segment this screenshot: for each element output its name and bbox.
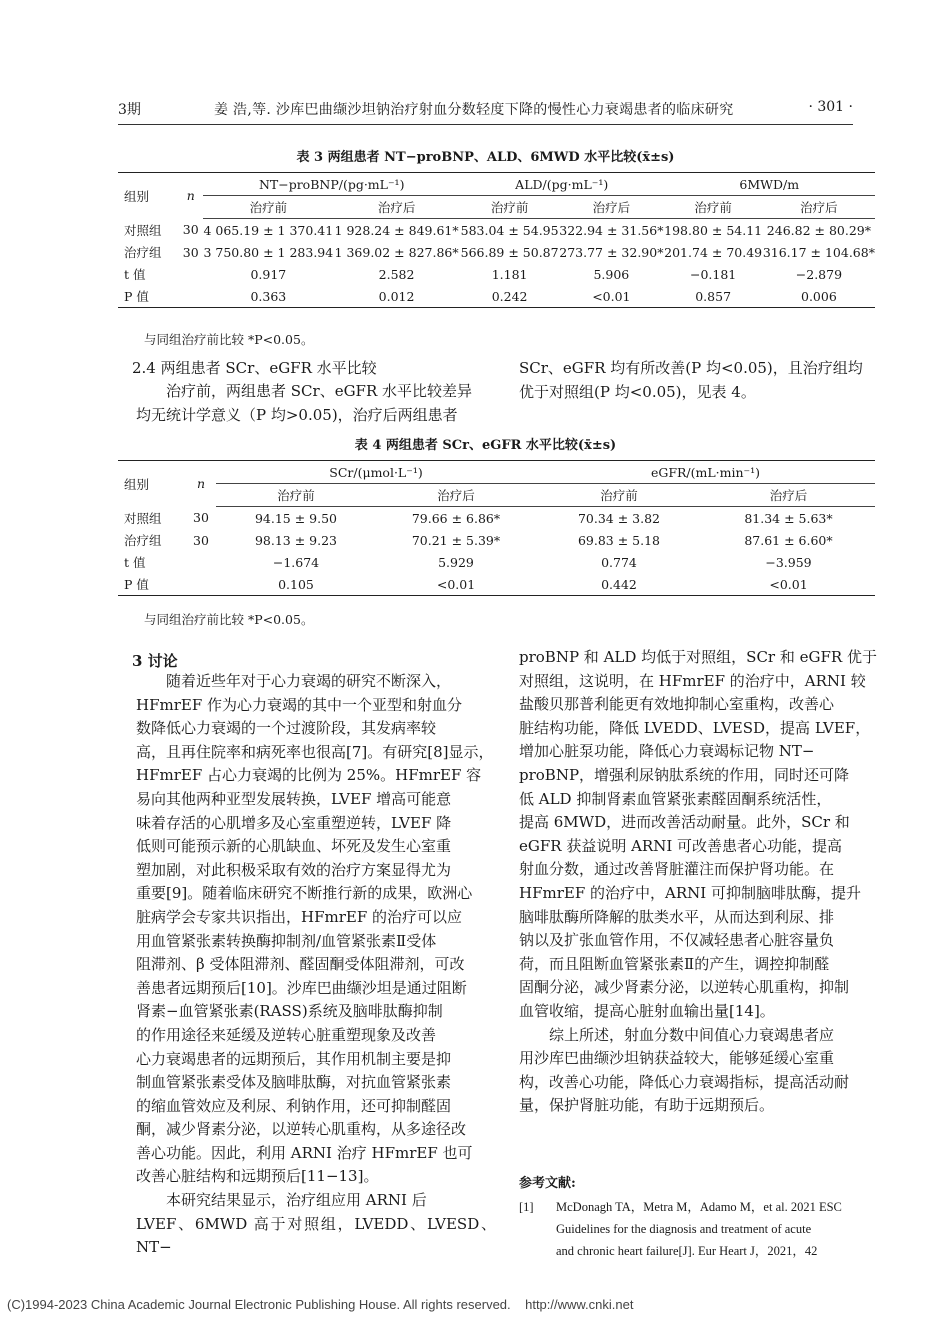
row-label: 治疗组 xyxy=(124,533,162,548)
table3-sub-after: 治疗后 xyxy=(333,196,460,219)
text-line: 均无统计学意义（P 均>0.05)，治疗后两组患者 xyxy=(136,405,458,424)
table-cell: 322.94 ± 31.56* xyxy=(559,222,664,238)
text-line: 随着近些年对于心力衰竭的研究不断深入， xyxy=(166,672,452,690)
table4-group-header: 组别 xyxy=(118,461,186,507)
table-cell: 0.012 xyxy=(333,285,460,308)
text-line: 制血管紧张素受体及脑啡肽酶，对抗血管紧张素 xyxy=(136,1073,452,1092)
table4-sub-before: 治疗前 xyxy=(216,484,376,507)
table-cell: 0.242 xyxy=(460,285,559,308)
text-line: eGFR 获益说明 ARNI 可改善患者心功能，提高 xyxy=(519,836,843,855)
row-n: 30 xyxy=(193,532,209,548)
section-2-4-title: 2.4 两组患者 SCr、eGFR 水平比较 xyxy=(132,359,377,377)
table4-sub-after: 治疗后 xyxy=(702,484,875,507)
text-line: 重要[9]。随着临床研究不断推行新的成果，欧洲心 xyxy=(136,884,473,903)
table3-colgroup-ald: ALD/(pg·mL⁻¹) xyxy=(460,173,664,196)
text-line: 用血管紧张素转换酶抑制剂/血管紧张素Ⅱ受体 xyxy=(136,931,437,950)
table-cell: 583.04 ± 54.95 xyxy=(460,222,559,238)
text-line: 的作用途径来延缓及逆转心脏重塑现象及改善 xyxy=(136,1025,437,1044)
text-line: 酮，减少肾素分泌，以逆转心肌重构，从多途径改 xyxy=(136,1120,467,1139)
row-n xyxy=(186,573,216,596)
text-line: 量，保护肾脏功能，有助于远期预后。 xyxy=(519,1096,775,1115)
table-cell: 79.66 ± 6.86* xyxy=(411,510,501,526)
table4-sub-before: 治疗前 xyxy=(536,484,702,507)
reference-line: Guidelines for the diagnosis and treatment of acute xyxy=(556,1222,812,1236)
row-n xyxy=(178,285,203,308)
table-row xyxy=(118,551,875,573)
running-title: 姜 浩,等. 沙库巴曲缬沙坦钠治疗射血分数轻度下降的慢性心力衰竭患者的临床研究 xyxy=(214,102,734,118)
table3 xyxy=(118,172,875,308)
row-label: P 值 xyxy=(118,573,186,596)
text-line: 优于对照组(P 均<0.05)，见表 4。 xyxy=(519,382,756,401)
text-line: 塑加剧，对此积极采取有效的治疗方案显得尤为 xyxy=(136,860,452,879)
table-cell: 1 369.02 ± 827.86* xyxy=(334,244,459,260)
header-divider xyxy=(118,124,853,125)
table-cell: 81.34 ± 5.63* xyxy=(744,510,833,526)
text-line: 构，改善心功能，降低心力衰竭指标，提高活动耐 xyxy=(519,1072,850,1091)
section-3-title: 3 讨论 xyxy=(132,652,178,670)
table-cell: 0.363 xyxy=(203,285,333,308)
issue-number: 3期 xyxy=(118,102,141,118)
table3-subheader-row xyxy=(118,196,875,219)
text-line: 脏结构功能，降低 LVEDD、LVESD，提高 LVEF， xyxy=(519,718,871,737)
text-line: 善心功能。因此，利用 ARNI 治疗 HFmrEF 也可 xyxy=(136,1143,473,1162)
table-cell: 0.857 xyxy=(663,285,762,308)
row-label: t 值 xyxy=(124,555,146,570)
text-line: 高，且再住院率和病死率也很高[7]。有研究[8]显示， xyxy=(136,742,494,761)
table-row xyxy=(118,241,875,263)
table4-header-row xyxy=(118,461,875,484)
text-line: HFmrEF 作为心力衰竭的其中一个亚型和射血分 xyxy=(136,695,463,714)
table-cell: 0.006 xyxy=(763,285,875,308)
table4-caption: 表 4 两组患者 SCr、eGFR 水平比较(x̄±s) xyxy=(354,438,617,453)
table-cell: −3.959 xyxy=(765,554,812,570)
table3-colgroup-ntprobnp: NT−proBNP/(pg·mL⁻¹) xyxy=(203,173,459,196)
table-row xyxy=(118,507,875,530)
text-line: 阻滞剂、β 受体阻滞剂、醛固酮受体阻滞剂，可改 xyxy=(136,955,465,974)
page-number: · 301 · xyxy=(808,99,853,115)
copyright-footer: (C)1994-2023 China Academic Journal Electronic Publishing House. All rights reserved. http://www.cnki.net xyxy=(7,1297,634,1312)
table3-group-header: 组别 xyxy=(118,173,178,219)
row-label: 对照组 xyxy=(124,222,162,238)
table-cell: 1.181 xyxy=(491,266,528,282)
table-cell: 69.83 ± 5.18 xyxy=(577,532,661,548)
reference-number: [1] xyxy=(519,1200,534,1214)
table-cell: 0.442 xyxy=(536,573,702,596)
text-line: 综上所述，射血分数中间值心力衰竭患者应 xyxy=(549,1025,835,1044)
text-line: 数降低心力衰竭的一个过渡阶段，其发病率较 xyxy=(136,719,437,738)
text-line: 射血分数，通过改善肾脏灌注而保护肾功能。在 xyxy=(519,860,835,879)
text-line: 肾素−血管紧张素(RASS)系统及脑啡肽酶抑制 xyxy=(136,1002,443,1021)
table4-note: 与同组治疗前比较 *P<0.05。 xyxy=(144,612,314,627)
text-line: 脑啡肽酶所降解的肽类水平，从而达到利尿、排 xyxy=(519,907,835,926)
text-line: 治疗前，两组患者 SCr、eGFR 水平比较差异 xyxy=(166,382,473,400)
table-cell: 70.21 ± 5.39* xyxy=(411,532,501,548)
table4-colgroup-scr: SCr/(μmol·L⁻¹) xyxy=(216,461,536,484)
text-line: 增加心脏泵功能，降低心力衰竭标记物 NT− xyxy=(519,742,815,761)
table3-n-header: n xyxy=(178,173,203,219)
table4 xyxy=(118,460,875,596)
table-cell: 5.906 xyxy=(593,266,630,282)
section-2-4-left-text xyxy=(136,380,496,427)
table3-sub-before: 治疗前 xyxy=(203,196,333,219)
text-line: 的缩血管效应及利尿、利钠作用，还可抑制醛固 xyxy=(136,1096,452,1115)
table-cell: 316.17 ± 104.68* xyxy=(762,244,875,260)
text-line: 本研究结果显示，治疗组应用 ARNI 后 xyxy=(166,1191,427,1210)
text-line: 血管收缩，提高心脏射血输出量[14]。 xyxy=(519,1001,775,1020)
table-cell: 201.74 ± 70.49 xyxy=(664,244,763,260)
section-2-4-right-text xyxy=(519,357,879,404)
table-cell: 70.34 ± 3.82 xyxy=(577,510,661,526)
table4-subheader-row xyxy=(118,484,875,507)
table3-sub-before: 治疗前 xyxy=(663,196,762,219)
table-cell: 198.80 ± 54.11 xyxy=(664,222,763,238)
discussion-right-column xyxy=(519,646,879,1118)
row-n: 30 xyxy=(182,222,199,238)
table-cell: −1.674 xyxy=(272,554,320,570)
table-cell: 1 928.24 ± 849.61* xyxy=(334,222,459,238)
references-heading: 参考文献: xyxy=(519,1176,576,1191)
table-cell: 98.13 ± 9.23 xyxy=(254,532,338,548)
row-n xyxy=(186,551,216,573)
table-cell: 87.61 ± 6.60* xyxy=(744,532,833,548)
table3-caption: 表 3 两组患者 NT−proBNP、ALD、6MWD 水平比较(x̄±s) xyxy=(296,150,675,165)
text-line: LVEF、6MWD 高于对照组，LVEDD、LVESD、NT− xyxy=(136,1214,496,1257)
text-line: 改善心脏结构和远期预后[11−13]。 xyxy=(136,1167,379,1186)
table-cell: 2.582 xyxy=(378,266,415,282)
text-line: 提高 6MWD，进而改善活动耐量。此外，SCr 和 xyxy=(519,813,850,832)
table-cell: 5.929 xyxy=(438,554,474,570)
table3-sub-before: 治疗前 xyxy=(460,196,559,219)
text-line: HFmrEF 占心力衰竭的比例为 25%。HFmrEF 容 xyxy=(136,766,482,785)
text-line: 味着存活的心肌增多及心室重塑逆转，LVEF 降 xyxy=(136,813,452,832)
table-cell: 0.917 xyxy=(250,266,287,282)
table-cell: 94.15 ± 9.50 xyxy=(254,510,338,526)
row-label: 对照组 xyxy=(124,510,162,526)
table3-sub-after: 治疗后 xyxy=(763,196,875,219)
table-cell: <0.01 xyxy=(559,285,663,308)
text-line: HFmrEF 的治疗中，ARNI 可抑制脑啡肽酶，提升 xyxy=(519,883,861,902)
table-cell: 3 750.80 ± 1 283.94 xyxy=(203,244,334,260)
table4-colgroup-egfr: eGFR/(mL·min⁻¹) xyxy=(536,461,875,484)
text-line: proBNP 和 ALD 均低于对照组，SCr 和 eGFR 优于 xyxy=(519,648,877,666)
table3-colgroup-6mwd: 6MWD/m xyxy=(663,173,875,196)
table-row xyxy=(118,573,875,596)
text-line: 脏病学会专家共识指出，HFmrEF 的治疗可以应 xyxy=(136,907,463,926)
text-line: 善患者远期预后[10]。沙库巴曲缬沙坦是通过阻断 xyxy=(136,978,467,997)
table-cell: <0.01 xyxy=(376,573,536,596)
table4-n-header: n xyxy=(186,461,216,507)
row-n: 30 xyxy=(193,510,209,526)
table-cell: 4 065.19 ± 1 370.41 xyxy=(203,222,334,238)
table-cell: −2.879 xyxy=(795,266,843,282)
table-row xyxy=(118,263,875,285)
table-cell: 273.77 ± 32.90* xyxy=(559,244,664,260)
text-line: proBNP，增强利尿钠肽系统的作用，同时还可降 xyxy=(519,765,850,784)
table-cell: <0.01 xyxy=(702,573,875,596)
table3-header-row xyxy=(118,173,875,196)
text-line: 荷，而且阻断血管紧张素Ⅱ的产生，调控抑制醛 xyxy=(519,954,830,973)
row-n xyxy=(178,263,203,285)
reference-line: McDonagh TA，Metra M，Adamo M，et al. 2021 ESC xyxy=(556,1200,842,1214)
row-label: t 值 xyxy=(124,267,146,282)
text-line: 对照组，这说明，在 HFmrEF 的治疗中，ARNI 较 xyxy=(519,671,866,690)
row-label: 治疗组 xyxy=(124,245,162,260)
discussion-left-column xyxy=(136,670,496,1260)
table-cell: 246.82 ± 80.29* xyxy=(766,222,871,238)
text-line: 盐酸贝那普利能更有效地抑制心室重构，改善心 xyxy=(519,695,835,714)
reference-1 xyxy=(556,1196,876,1262)
row-n: 30 xyxy=(182,244,199,260)
table3-sub-after: 治疗后 xyxy=(559,196,663,219)
text-line: 钠以及扩张血管作用，不仅减轻患者心脏容量负 xyxy=(519,931,835,950)
text-line: 用沙库巴曲缬沙坦钠获益较大，能够延缓心室重 xyxy=(519,1049,835,1068)
row-label: P 值 xyxy=(118,285,178,308)
table-row xyxy=(118,529,875,551)
table-cell: 0.105 xyxy=(216,573,376,596)
text-line: 固酮分泌，减少肾素分泌，以逆转心肌重构，抑制 xyxy=(519,978,850,997)
table3-note: 与同组治疗前比较 *P<0.05。 xyxy=(144,332,314,347)
text-line: 易向其他两种亚型发展转换，LVEF 增高可能意 xyxy=(136,789,452,808)
text-line: SCr、eGFR 均有所改善(P 均<0.05)，且治疗组均 xyxy=(519,359,863,377)
text-line: 心力衰竭患者的远期预后，其作用机制主要是抑 xyxy=(136,1049,452,1068)
table-cell: −0.181 xyxy=(690,266,737,282)
text-line: 低则可能预示新的心肌缺血、坏死及发生心室重 xyxy=(136,837,452,856)
table4-sub-after: 治疗后 xyxy=(376,484,536,507)
table-row xyxy=(118,285,875,308)
reference-line: and chronic heart failure[J]. Eur Heart J，2021，42 xyxy=(556,1244,818,1258)
table-row xyxy=(118,219,875,242)
running-header xyxy=(118,99,853,121)
table-cell: 566.89 ± 50.87 xyxy=(460,244,559,260)
text-line: 低 ALD 抑制肾素血管紧张素醛固酮系统活性， xyxy=(519,789,832,808)
table-cell: 0.774 xyxy=(601,554,637,570)
